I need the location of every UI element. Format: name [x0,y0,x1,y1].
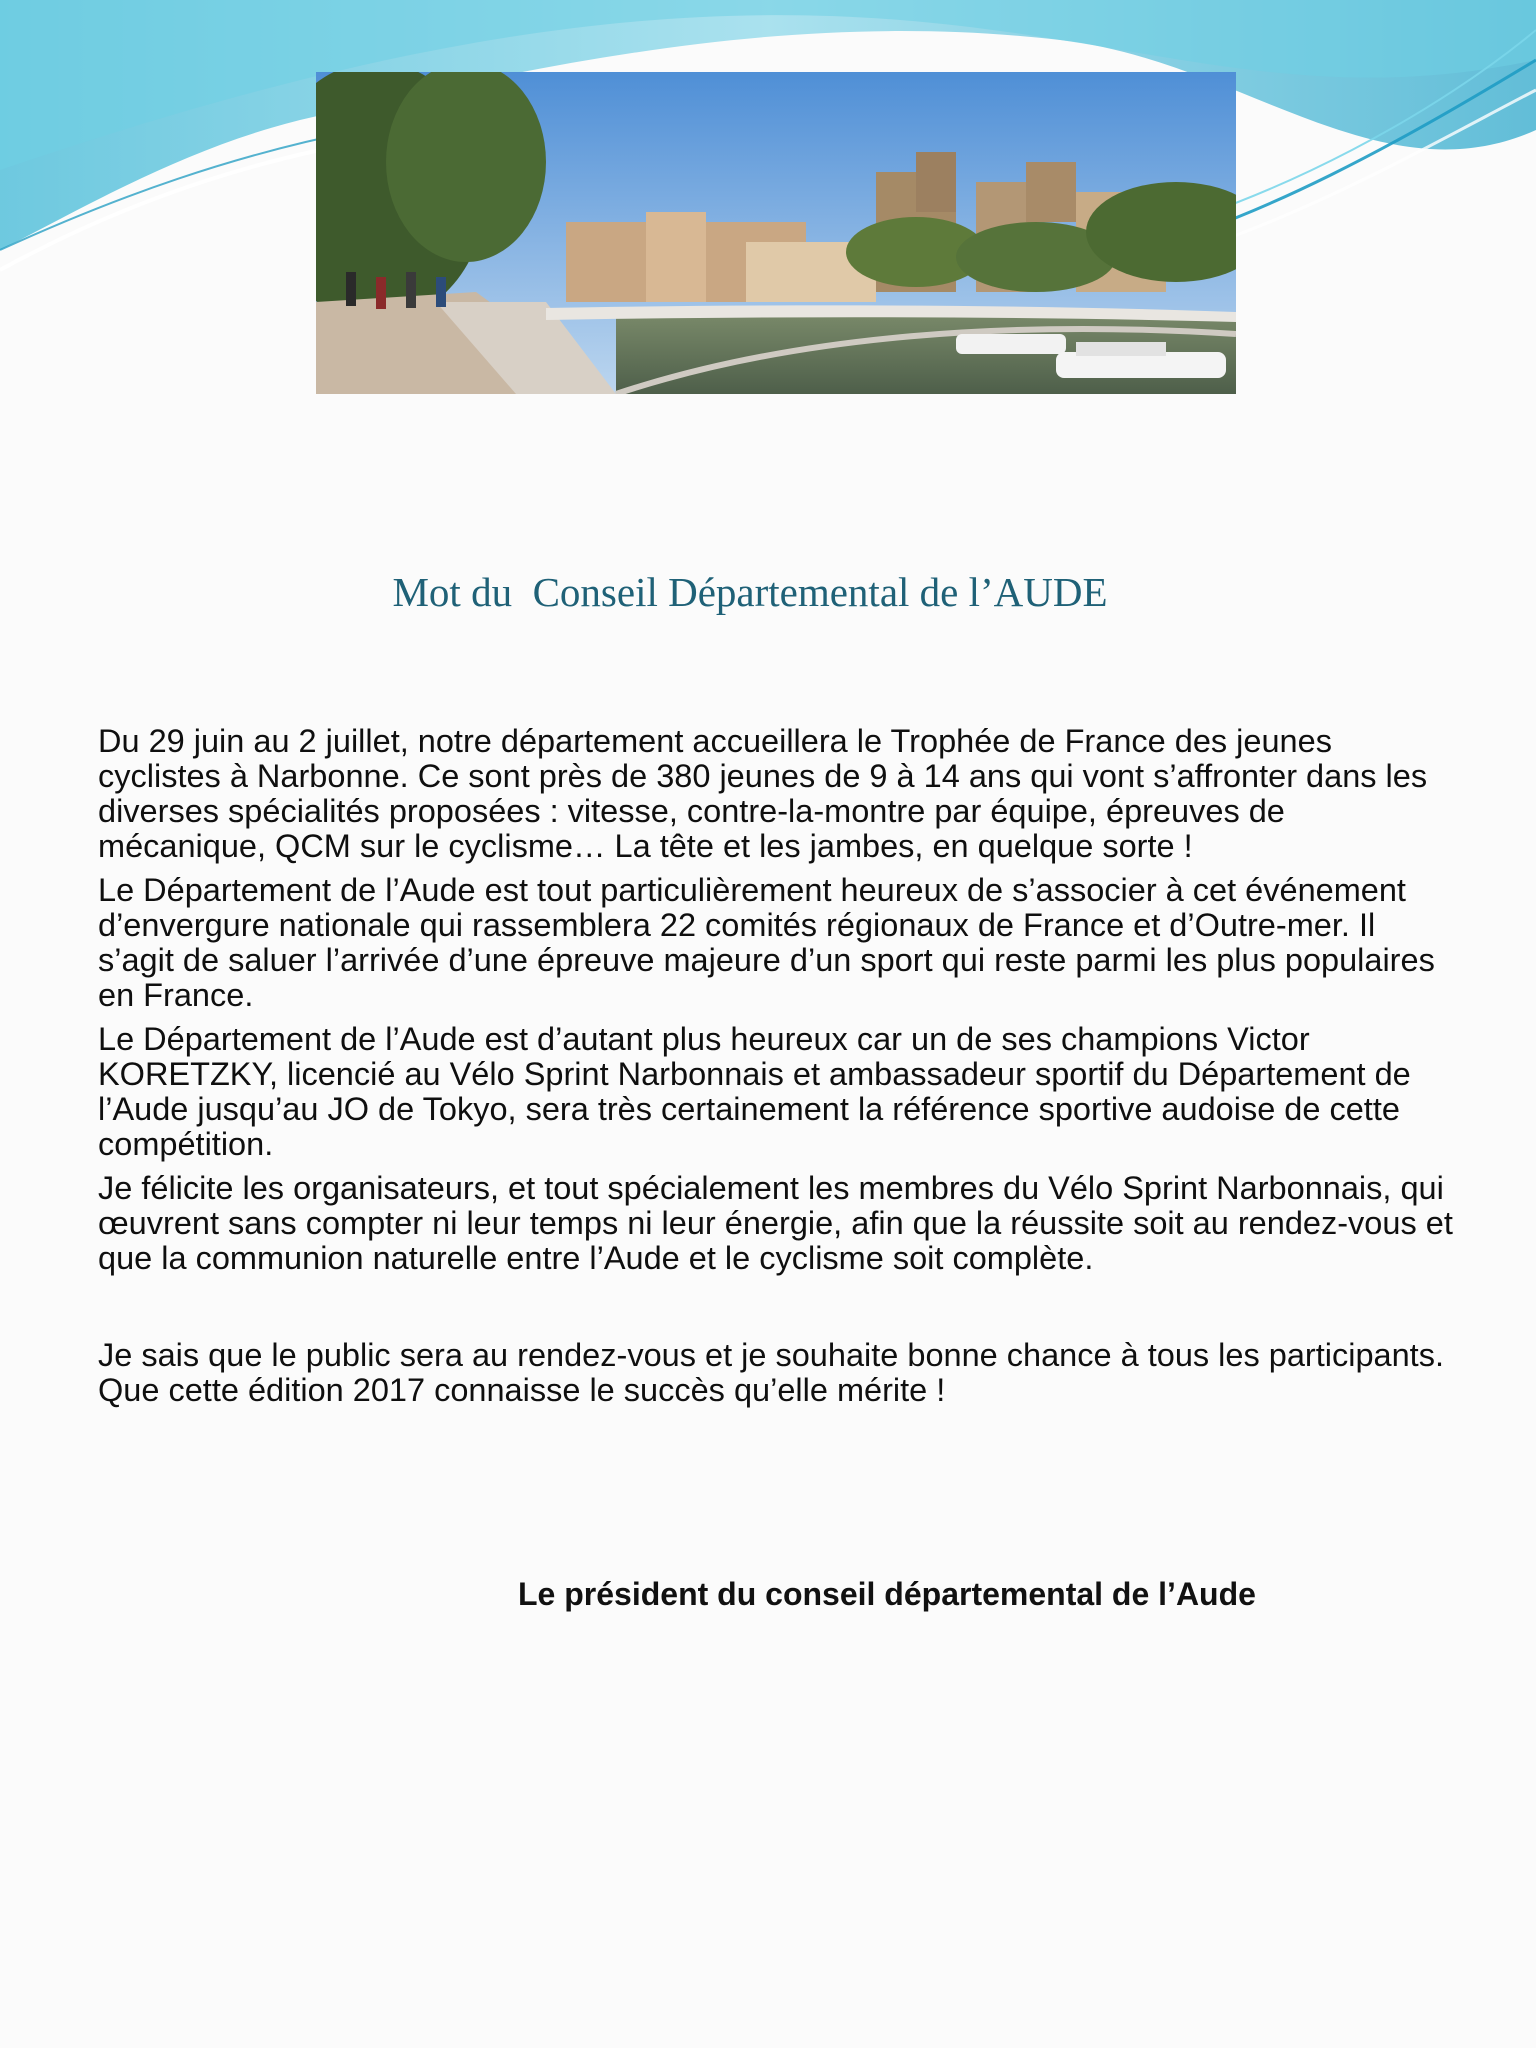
signature: Le président du conseil départemental de l’Aude [518,1576,1256,1612]
page-title: Mot du Conseil Départemental de l’AUDE [392,569,1108,615]
paragraph-intro: Du 29 juin au 2 juillet, notre département accueillera le Trophée de France des jeunes cyclistes à Narbonne. Ce sont près de 380 jeunes de 9 à 14 ans qui vont s’affronter dans les diverses spécialités proposées : vitesse, contre-la-montre par équipe, épreuves de mécanique, QCM sur le cyclisme… La tête et les jambes, en quelque sorte ! [98,723,1428,864]
narbonne-photo [316,72,1236,394]
paragraph-closing: Je sais que le public sera au rendez-vous et je souhaite bonne chance à tous les participants. Que cette édition 2017 connaisse le succès qu’elle mérite ! [98,1337,1444,1408]
paragraph-organisers: Je félicite les organisateurs, et tout spécialement les membres du Vélo Sprint Narbonnais, qui œuvrent sans compter ni leur temps ni leur énergie, afin que la réussite soit au rendez-vous et que la communion naturelle entre l’Aude et le cyclisme soit complète. [98,1170,1453,1276]
paragraph-department: Le Département de l’Aude est tout particulièrement heureux de s’associer à cet événement d’envergure nationale qui rassemblera 22 comités régionaux de France et d’Outre-mer. Il s’agit de saluer l’arrivée d’une épreuve majeure d’un sport qui reste parmi les plus populaires en France. [98,872,1435,1013]
letter-body [98,724,1458,1417]
paragraph-champion: Le Département de l’Aude est d’autant plus heureux car un de ses champions Victor KORETZKY, licencié au Vélo Sprint Narbonnais et ambassadeur sportif du Département de l’Aude jusqu’au JO de Tokyo, sera très certainement la référence sportive audoise de cette compétition. [98,1021,1411,1162]
